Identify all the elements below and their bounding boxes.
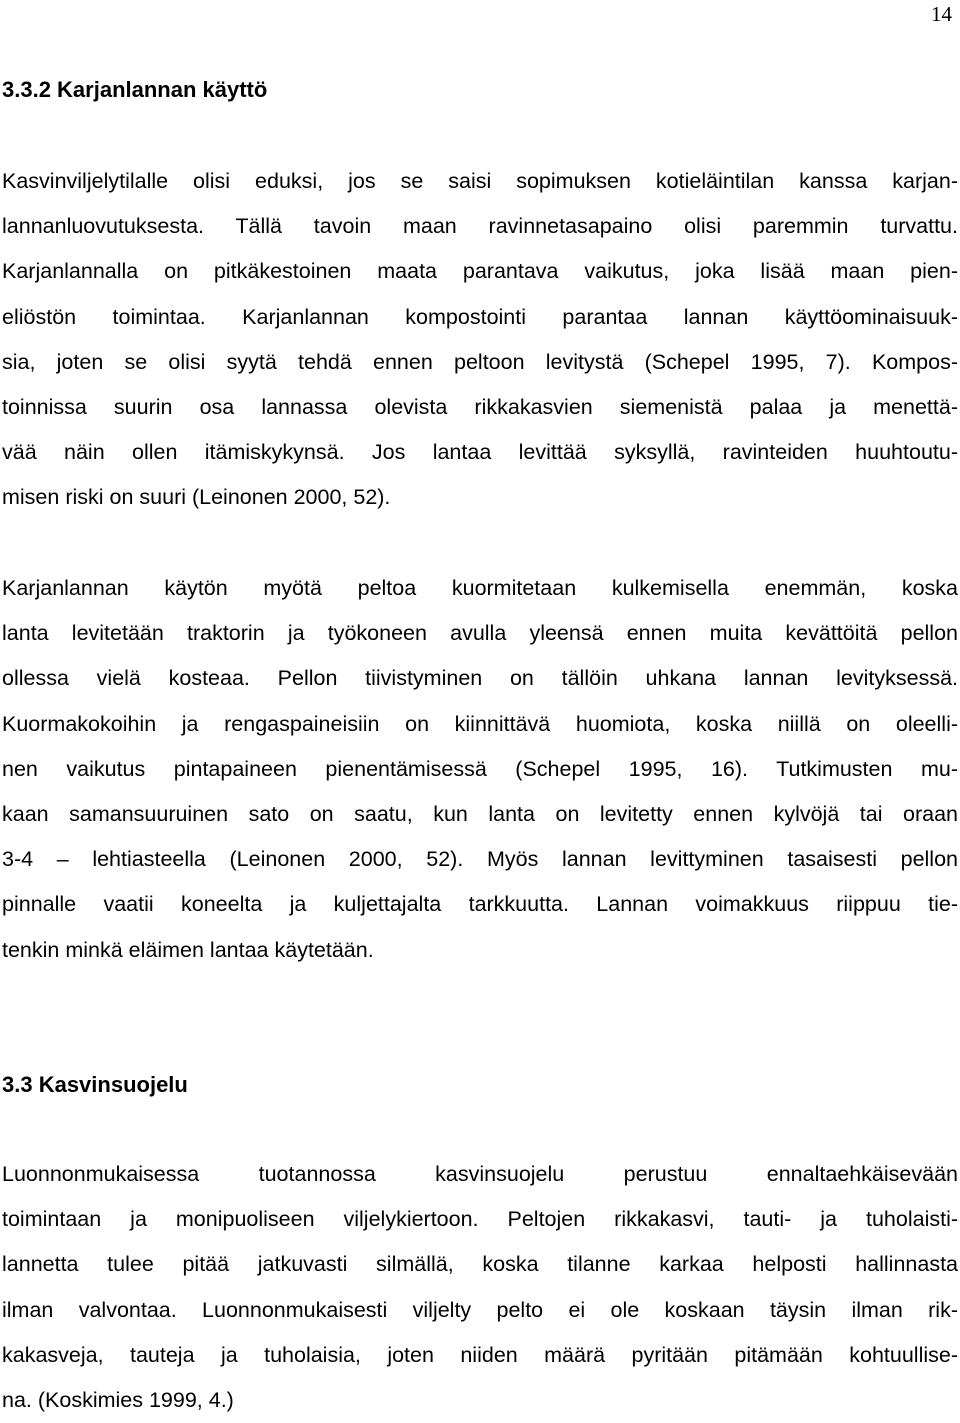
paragraph-karjanlannan-kaytto-1: [2, 159, 958, 521]
text-line: Luonnonmukaisessa tuotannossa kasvinsuojelu perustuu ennaltaehkäisevään: [2, 1162, 958, 1186]
text-line: kaan samansuuruinen sato on saatu, kun lanta on levitetty ennen kylvöjä tai oraan: [2, 801, 958, 826]
section-heading-karjanlannan-kaytto: 3.3.2 Karjanlannan käyttö: [2, 77, 268, 102]
text-line: Karjanlannalla on pitkäkestoinen maata parantava vaikutus, joka lisää maan pien-: [2, 259, 958, 284]
text-line: kakasveja, tauteja ja tuholaisia, joten niiden määrä pyritään pitämään kohtuullise-: [2, 1342, 958, 1367]
text-line: nen vaikutus pintapaineen pienentämisessä (Schepel 1995, 16). Tutkimusten mu-: [2, 756, 958, 781]
text-line: Karjanlannan käytön myötä peltoa kuormitetaan kulkemisella enemmän, koska: [2, 576, 958, 600]
text-line: na. (Koskimies 1999, 4.): [2, 1387, 234, 1412]
page-number: 14: [931, 2, 952, 26]
paragraph-kasvinsuojelu: [2, 1152, 958, 1423]
text-line: toinnissa suurin osa lannassa olevista rikkakasvien siemenistä palaa ja menettä-: [2, 394, 958, 419]
text-line: Kasvinviljelytilalle olisi eduksi, jos se saisi sopimuksen kotieläintilan kanssa karjan-: [2, 169, 958, 193]
text-line: lanta levitetään traktorin ja työkoneen avulla yleensä ennen muita kevättöitä pellon: [2, 621, 958, 646]
text-line: tenkin minkä eläimen lantaa käytetään.: [2, 937, 374, 962]
text-line: lannetta tulee pitää jatkuvasti silmällä, koska tilanne karkaa helposti hallinnasta: [2, 1252, 958, 1277]
text-line: vää näin ollen itämiskykynsä. Jos lantaa levittää syksyllä, ravinteiden huuhtoutu-: [2, 440, 958, 465]
text-line: pinnalle vaatii koneelta ja kuljettajalta tarkkuutta. Lannan voimakkuus riippuu tie-: [2, 892, 958, 917]
text-line: eliöstön toimintaa. Karjanlannan kompostointi parantaa lannan käyttöominaisuuk-: [2, 304, 958, 329]
section-heading-kasvinsuojelu: 3.3 Kasvinsuojelu: [2, 1072, 188, 1097]
text-line: sia, joten se olisi syytä tehdä ennen peltoon levitystä (Schepel 1995, 7). Kompos-: [2, 349, 958, 374]
text-line: ilman valvontaa. Luonnonmukaisesti viljelty pelto ei ole koskaan täysin ilman rik-: [2, 1297, 958, 1322]
text-line: 3-4 – lehtiasteella (Leinonen 2000, 52). Myös lannan levittyminen tasaisesti pellon: [2, 847, 958, 872]
text-line: ollessa vielä kosteaa. Pellon tiivistyminen on tällöin uhkana lannan levityksessä.: [2, 666, 958, 691]
text-line: Kuormakokoihin ja rengaspaineisiin on kiinnittävä huomiota, koska niillä on oleelli-: [2, 711, 958, 736]
text-line: toimintaan ja monipuoliseen viljelykiertoon. Peltojen rikkakasvi, tauti- ja tuholaisti-: [2, 1207, 958, 1232]
text-line: misen riski on suuri (Leinonen 2000, 52).: [2, 485, 391, 510]
text-line: lannanluovutuksesta. Tällä tavoin maan ravinnetasapaino olisi paremmin turvattu.: [2, 214, 958, 239]
paragraph-karjanlannan-kaytto-2: [2, 566, 958, 973]
